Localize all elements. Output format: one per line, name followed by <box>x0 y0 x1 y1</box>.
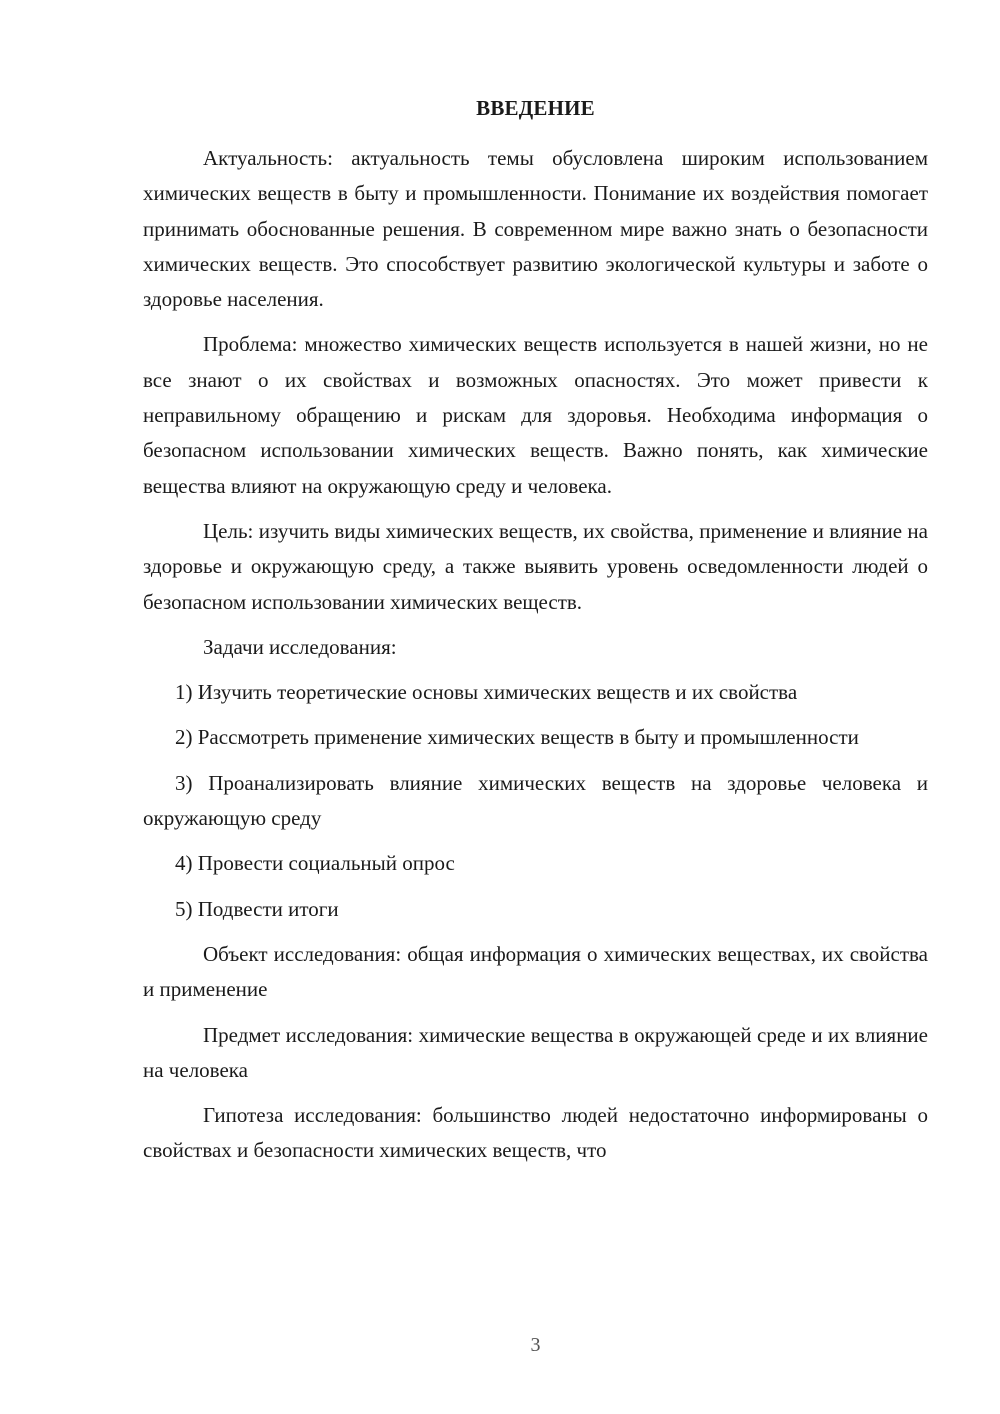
task-item-1: 1) Изучить теоретические основы химических веществ и их свойства <box>175 680 798 705</box>
page-number: 3 <box>530 1334 541 1356</box>
document-body <box>143 141 928 1179</box>
task-item-5: 5) Подвести итоги <box>175 896 339 921</box>
paragraph-problem: Проблема: множество химических веществ используется в нашей жизни, но не все знают о их свойствах и возможных опасностях. Это может привести к неправильному обращению и рискам для здоровья. Необходима информация о безопасном использовании химических веществ. Важно понять, как химические вещества влияют на окружающую среду и человека. <box>143 332 928 498</box>
task-item-3: 3) Проанализировать влияние химических веществ на здоровье человека и окружающую среду <box>143 770 928 831</box>
paragraph-subject: Предмет исследования: химические вещества в окружающей среде и их влияние на человека <box>143 1022 928 1082</box>
paragraph-hypothesis: Гипотеза исследования: большинство людей недостаточно информированы о свойствах и безопасности химических веществ, что <box>143 1103 928 1163</box>
task-item-2: 2) Рассмотреть применение химических веществ в быту и промышленности <box>175 725 859 750</box>
document-page <box>143 0 928 1414</box>
page-title: ВВЕДЕНИЕ <box>476 96 595 120</box>
task-item-4: 4) Провести социальный опрос <box>175 851 455 876</box>
paragraph-object: Объект исследования: общая информация о химических веществах, их свойства и применение <box>143 941 928 1002</box>
paragraph-tasks-heading: Задачи исследования: <box>203 634 397 659</box>
paragraph-relevance: Актуальность: актуальность темы обусловлена широким использованием химических веществ в быту и промышленности. Понимание их воздействия помогает принимать обоснованные решения. В современном мире важно знать о безопасности химических веществ. Это способствует развитию экологической культуры и заботе о здоровье населения. <box>143 146 928 312</box>
paragraph-goal: Цель: изучить виды химических веществ, их свойства, применение и влияние на здоровье и окружающую среду, а также выявить уровень осведомленности людей о безопасном использовании химических веществ. <box>143 518 928 614</box>
